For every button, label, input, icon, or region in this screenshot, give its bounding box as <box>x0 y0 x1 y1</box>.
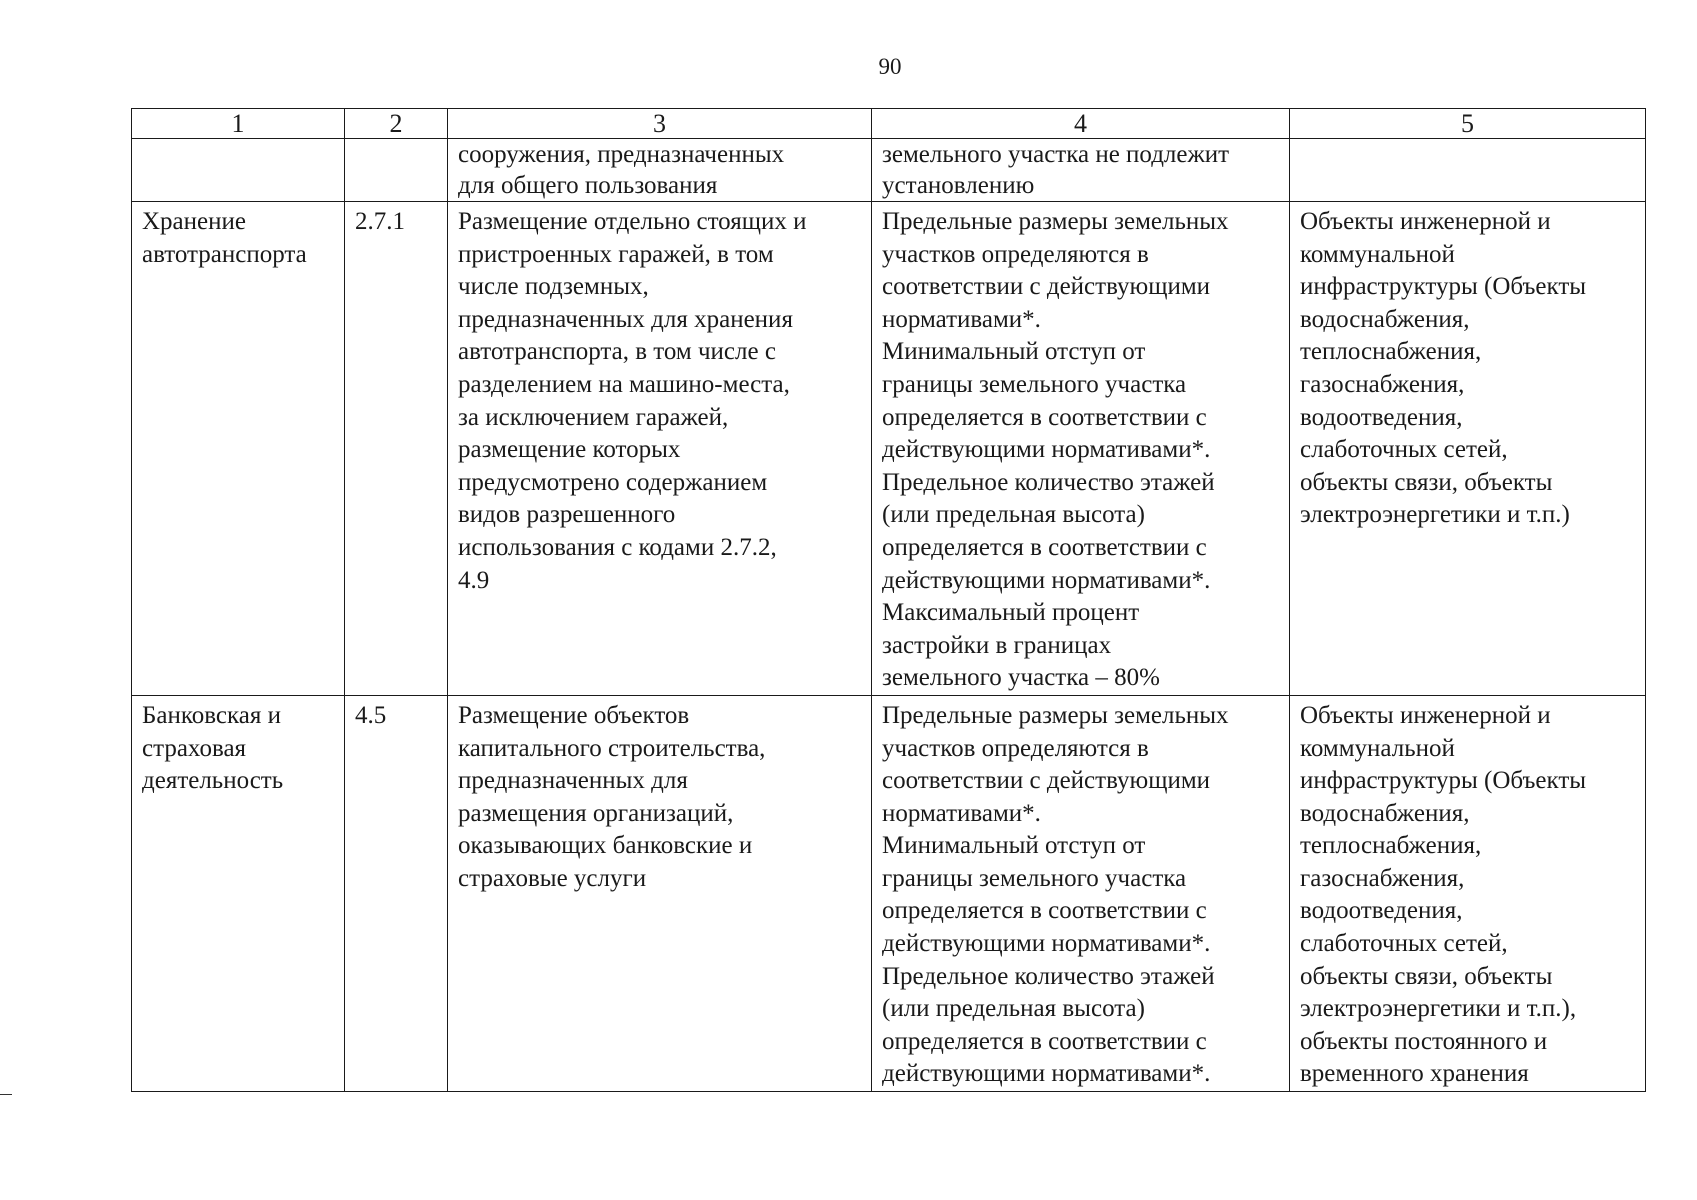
header-col-4: 4 <box>872 109 1290 139</box>
header-col-5: 5 <box>1290 109 1646 139</box>
land-use-table <box>131 108 1646 1092</box>
description-cell: Размещение отдельно стоящих и пристроенных гаражей, в том числе подземных, предназначенных для хранения автотранспорта, в том числе с разделением на машино-места, за исключением гаражей, размещение которых предусмотрено содержанием видов разрешенного использования с кодами 2.7.2, 4.9 <box>448 202 872 696</box>
parameters-cell: Предельные размеры земельных участков определяются в соответствии с действующими нормативами*. Минимальный отступ от границы земельного участка определяется в соответствии с действующими нормативами*. Предельное количество этажей (или предельная высота) определяется в соответствии с действующими нормативами*. Максимальный процент застройки в границах земельного участка – 80% <box>872 202 1290 696</box>
parameters-cell: земельного участка не подлежит установлению <box>872 139 1290 202</box>
use-name-cell <box>132 139 345 202</box>
table-row <box>132 695 1646 1091</box>
table-row <box>132 202 1646 696</box>
code-cell: 2.7.1 <box>345 202 448 696</box>
page-number: 90 <box>878 54 902 79</box>
auxiliary-cell: Объекты инженерной и коммунальной инфраструктуры (Объекты водоснабжения, теплоснабжения, газоснабжения, водоотведения, слаботочных сетей, объекты связи, объекты электроэнергетики и т.п.), объекты постоянного и временного хранения <box>1290 695 1646 1091</box>
auxiliary-cell <box>1290 139 1646 202</box>
auxiliary-cell: Объекты инженерной и коммунальной инфраструктуры (Объекты водоснабжения, теплоснабжения, газоснабжения, водоотведения, слаботочных сетей, объекты связи, объекты электроэнергетики и т.п.) <box>1290 202 1646 696</box>
parameters-cell: Предельные размеры земельных участков определяются в соответствии с действующими нормативами*. Минимальный отступ от границы земельного участка определяется в соответствии с действующими нормативами*. Предельное количество этажей (или предельная высота) определяется в соответствии с действующими нормативами*. <box>872 695 1290 1091</box>
header-col-1: 1 <box>132 109 345 139</box>
table-row <box>132 139 1646 202</box>
description-cell: Размещение объектов капитального строительства, предназначенных для размещения организаций, оказывающих банковские и страховые услуги <box>448 695 872 1091</box>
header-col-2: 2 <box>345 109 448 139</box>
table-header-row <box>132 109 1646 139</box>
scan-edge-mark <box>0 1094 12 1095</box>
use-name-cell: Хранение автотранспорта <box>132 202 345 696</box>
description-cell: сооружения, предназначенных для общего пользования <box>448 139 872 202</box>
code-cell <box>345 139 448 202</box>
header-col-3: 3 <box>448 109 872 139</box>
code-cell: 4.5 <box>345 695 448 1091</box>
use-name-cell: Банковская и страховая деятельность <box>132 695 345 1091</box>
